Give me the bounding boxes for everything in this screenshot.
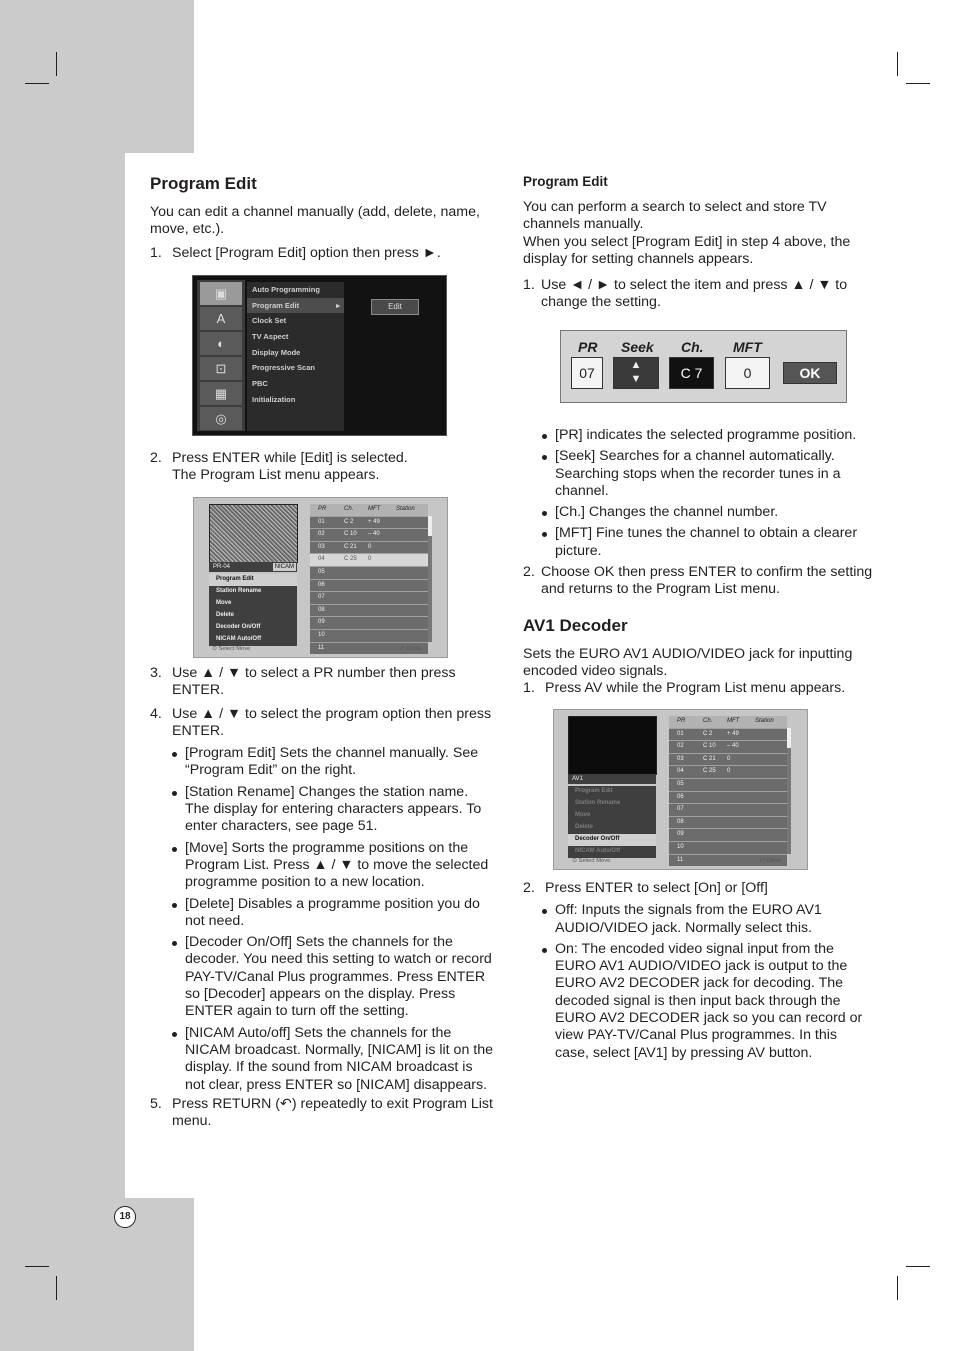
table-cell: C 25 (703, 768, 716, 775)
bullet-item: [Decoder On/Off] Sets the channels for the decoder. You need this setting to watch or record PAY-TV/Canal Plus programmes. Press ENTER so [Decoder] appears on the display. Press ENTER again to turn off the setting. (171, 934, 495, 1020)
table-cell (727, 855, 755, 867)
setup-menu-items (247, 282, 344, 431)
table-cell (703, 779, 727, 791)
edit-button: Edit (371, 299, 419, 315)
footer-hint: ⊙ Select Move (212, 646, 251, 652)
page-number: 18 (114, 1206, 136, 1228)
menu-item: Initialization (252, 394, 296, 404)
crop-mark (906, 1266, 930, 1267)
table-cell (368, 592, 396, 604)
bullet-item: On: The encoded video signal input from the EURO AV1 AUDIO/VIDEO jack is output to the EURO AV2 DECODER jack for decoding. The decoded signal is then input back through the EURO AV2 DECODER jack so you can record or view PAY-TV/Canal Plus programmes. In this case, select [AV1] by pressing AV button. (541, 941, 873, 1062)
preview-label-bar: PR-04 NICAM (209, 562, 297, 572)
tv-preview-black (568, 716, 657, 775)
seek-down-icon: ▼ (630, 373, 642, 385)
table-cell: 0 (368, 543, 372, 550)
disc-icon: ◎ (200, 407, 242, 430)
crop-mark (25, 1266, 49, 1267)
menu-item: Display Mode (252, 347, 301, 357)
table-row (669, 828, 787, 841)
seek-label: Seek (621, 339, 654, 355)
table-cell (344, 580, 368, 592)
table-cell: 08 (677, 818, 684, 825)
table-cell: C 2 (703, 730, 713, 737)
step-2: 2. Press ENTER while [Edit] is selected. The Program List menu appears. (150, 450, 408, 484)
table-cell: 01 (677, 730, 684, 737)
table-cell: 04 (677, 768, 684, 775)
table-cell: 06 (318, 581, 325, 588)
table-row (669, 765, 787, 778)
table-cell (344, 617, 368, 629)
left-column (150, 174, 495, 262)
crop-mark (56, 1276, 57, 1300)
crop-mark (897, 52, 898, 76)
table-row (310, 541, 428, 554)
table-row (310, 566, 428, 579)
av1-options: Program Edit Station Rename Move Delete Decoder On/Off NICAM Auto/Off (568, 786, 656, 859)
step-1: 1. Select [Program Edit] option then press ►. (150, 244, 441, 261)
ch-label: Ch. (681, 339, 704, 355)
table-row (669, 740, 787, 753)
nicam-badge: NICAM (274, 564, 294, 570)
tv-icon: ▣ (200, 282, 242, 305)
step-4: 4. Use ▲ / ▼ to select the program option then press ENTER. (150, 705, 492, 739)
return-icon: ↶ (280, 1095, 292, 1112)
scrollbar (787, 728, 791, 854)
intro-text: When you select [Program Edit] in step 4 above, the display for setting channels appears. (523, 233, 851, 267)
table-row (310, 516, 428, 529)
seek-button[interactable] (613, 357, 659, 389)
table-cell: C 21 (703, 755, 716, 762)
table-cell: 04 (318, 556, 325, 563)
table-row (310, 579, 428, 592)
program-list-screenshot (193, 497, 448, 658)
left-column-step2 (150, 450, 495, 485)
table-cell (703, 829, 727, 841)
table-row (669, 753, 787, 766)
table-cell: 0 (368, 556, 372, 563)
table-cell: 06 (677, 793, 684, 800)
intro-text: You can edit a channel manually (add, delete, name, move, etc.). (150, 204, 480, 238)
step-2: 2. Choose OK then press ENTER to confirm the setting and returns to the Program List menu. (523, 564, 873, 598)
table-cell: C 2 (344, 518, 354, 525)
table-cell (727, 817, 755, 829)
table-cell: C 21 (344, 543, 357, 550)
av1-step-1: 1. Press AV while the Program List menu appears. (523, 680, 846, 697)
bullet-item: [Program Edit] Sets the channel manually. See “Program Edit” on the right. (171, 745, 495, 780)
table-cell: – 40 (368, 531, 380, 538)
table-cell (727, 829, 755, 841)
table-cell: 09 (677, 831, 684, 838)
table-cell: + 49 (727, 730, 739, 737)
av1-label-bar: AV1 (568, 774, 656, 784)
mft-field[interactable]: 0 (725, 357, 770, 389)
table-cell: 11 (318, 644, 325, 651)
table-cell: 0 (727, 755, 731, 762)
table-cell (703, 842, 727, 854)
section-title: Program Edit (150, 174, 257, 193)
table-cell (727, 804, 755, 816)
table-row (310, 604, 428, 617)
right-column-bullets (523, 427, 873, 698)
mft-label: MFT (733, 339, 762, 355)
table-cell (368, 643, 396, 655)
table-row (310, 528, 428, 541)
lock-icon: ⊡ (200, 357, 242, 380)
right-column (523, 174, 873, 312)
table-cell (344, 630, 368, 642)
table-row (669, 816, 787, 829)
table-cell (368, 617, 396, 629)
table-row (310, 553, 428, 566)
table-cell (727, 792, 755, 804)
option-bullets (150, 745, 495, 1094)
table-row (310, 591, 428, 604)
table-cell (344, 605, 368, 617)
table-row (310, 629, 428, 642)
table-cell: 07 (318, 594, 325, 601)
table-cell (727, 842, 755, 854)
menu-item: TV Aspect (252, 332, 289, 342)
table-cell (703, 792, 727, 804)
footer-close: ⤺ Close (399, 646, 422, 652)
table-cell (727, 779, 755, 791)
bullet-item: [MFT] Fine tunes the channel to obtain a clearer picture. (541, 525, 873, 560)
bullet-item: [Station Rename] Changes the station name. The display for entering characters appears. To enter characters, see page 51. (171, 784, 495, 836)
pr-field[interactable]: 07 (571, 357, 603, 389)
table-cell (703, 817, 727, 829)
audio-icon: ◐ (200, 332, 242, 355)
av1-bullets (523, 902, 873, 1062)
table-cell: 10 (318, 631, 325, 638)
table-cell: 09 (318, 619, 325, 626)
table-cell: 03 (677, 755, 684, 762)
table-cell: 02 (677, 743, 684, 750)
table-row (669, 841, 787, 854)
table-cell (368, 605, 396, 617)
left-column-steps (150, 665, 495, 1130)
crop-mark (25, 83, 49, 84)
av1-section-title: AV1 Decoder (523, 615, 628, 635)
top-grey-tab (125, 0, 194, 153)
panel-bullets (523, 427, 873, 560)
table-row (669, 791, 787, 804)
table-cell: 05 (318, 568, 325, 575)
table-cell (344, 643, 368, 655)
table-cell: 07 (677, 806, 684, 813)
table-cell: C 10 (703, 743, 716, 750)
bullet-item: [Seek] Searches for a channel automatically. Searching stops when the recorder tunes in a channel. (541, 448, 873, 500)
menu-item: PBC (252, 379, 268, 389)
bullet-item: Off: Inputs the signals from the EURO AV1 AUDIO/VIDEO jack. Normally select this. (541, 902, 873, 937)
av1-intro: Sets the EURO AV1 AUDIO/VIDEO jack for inputting encoded video signals. (523, 645, 853, 679)
bottom-grey-tab (125, 1198, 194, 1351)
menu-item: Clock Set (252, 316, 287, 326)
recording-icon: ▦ (200, 382, 242, 405)
av1-program-list-screenshot (553, 709, 808, 870)
bullet-item: [PR] indicates the selected programme position. (541, 427, 873, 444)
table-cell (368, 630, 396, 642)
table-row (669, 728, 787, 741)
step-5: 5. Press RETURN (↶) repeatedly to exit Program List menu. (150, 1095, 493, 1130)
subsection-title: Program Edit (523, 174, 608, 189)
table-row (669, 778, 787, 791)
table-cell: 05 (677, 780, 684, 787)
left-grey-margin (0, 0, 125, 1351)
footer-close: ⤺ Close (759, 858, 782, 864)
bullet-item: [Ch.] Changes the channel number. (541, 504, 873, 521)
table-row (669, 803, 787, 816)
table-cell (344, 592, 368, 604)
step-1: 1. Use ◄ / ► to select the item and press ▲ / ▼ to change the setting. (523, 277, 848, 311)
menu-item-selected: Program Edit ▸ (247, 298, 344, 314)
tv-preview (209, 504, 298, 563)
table-cell (368, 567, 396, 579)
table-cell: – 40 (727, 743, 739, 750)
program-options: Program Edit Station Rename Move Delete Decoder On/Off NICAM Auto/Off (209, 574, 297, 647)
table-cell: 0 (727, 768, 731, 775)
program-table: PR Ch. MFT Station 01 C 2 + 49 02 C 10 – 40 03 C 21 0 04 C 25 0 05 06 07 08 09 10 11 (310, 504, 428, 644)
ok-button[interactable]: OK (783, 362, 837, 384)
crop-mark (897, 1276, 898, 1300)
table-cell: 01 (318, 518, 325, 525)
footer-hint: ⊙ Select Move (572, 858, 611, 864)
step-3: 3. Use ▲ / ▼ to select a PR number then press ENTER. (150, 665, 456, 699)
menu-item: Progressive Scan (252, 363, 315, 373)
menu-item: Auto Programming (252, 285, 320, 294)
crop-mark (56, 52, 57, 76)
table-cell: 03 (318, 543, 325, 550)
table-cell: 10 (677, 843, 684, 850)
table-cell (368, 580, 396, 592)
av1-step-2: 2. Press ENTER to select [On] or [Off] (523, 880, 768, 896)
channel-setting-panel (560, 330, 847, 403)
table-cell: + 49 (368, 518, 380, 525)
table-cell (344, 567, 368, 579)
seek-up-icon: ▲ (630, 359, 642, 371)
setup-menu-screenshot (192, 275, 447, 436)
language-icon: A (200, 307, 242, 330)
table-cell: 08 (318, 606, 325, 613)
setup-icon-strip (197, 280, 245, 431)
table-cell: 02 (318, 531, 325, 538)
ch-field[interactable]: C 7 (669, 357, 714, 389)
crop-mark (906, 83, 930, 84)
table-cell: 11 (677, 856, 684, 863)
table-cell: C 25 (344, 556, 357, 563)
right-column-av1 (523, 880, 873, 1062)
intro-text: You can perform a search to select and store TV channels manually. (523, 199, 827, 233)
pr-label: PR (578, 339, 598, 355)
table-cell: C 10 (344, 531, 357, 538)
table-row (310, 616, 428, 629)
table-cell (703, 804, 727, 816)
av1-program-table: PR Ch. MFT Station 01 C 2 + 49 02 C 10 – 40 03 C 21 0 04 C 25 0 05 06 07 08 09 10 11 (669, 716, 787, 856)
bullet-item: [Delete] Disables a programme position you do not need. (171, 896, 495, 931)
scrollbar (428, 516, 432, 642)
bullet-item: [NICAM Auto/off] Sets the channels for the NICAM broadcast. Normally, [NICAM] is lit on the display. If the sound from NICAM broadcast is not clear, press ENTER so [NICAM] disappears. (171, 1025, 495, 1094)
bullet-item: [Move] Sorts the programme positions on the Program List. Press ▲ / ▼ to move the selected programme position to a new location. (171, 840, 495, 892)
table-cell (703, 855, 727, 867)
